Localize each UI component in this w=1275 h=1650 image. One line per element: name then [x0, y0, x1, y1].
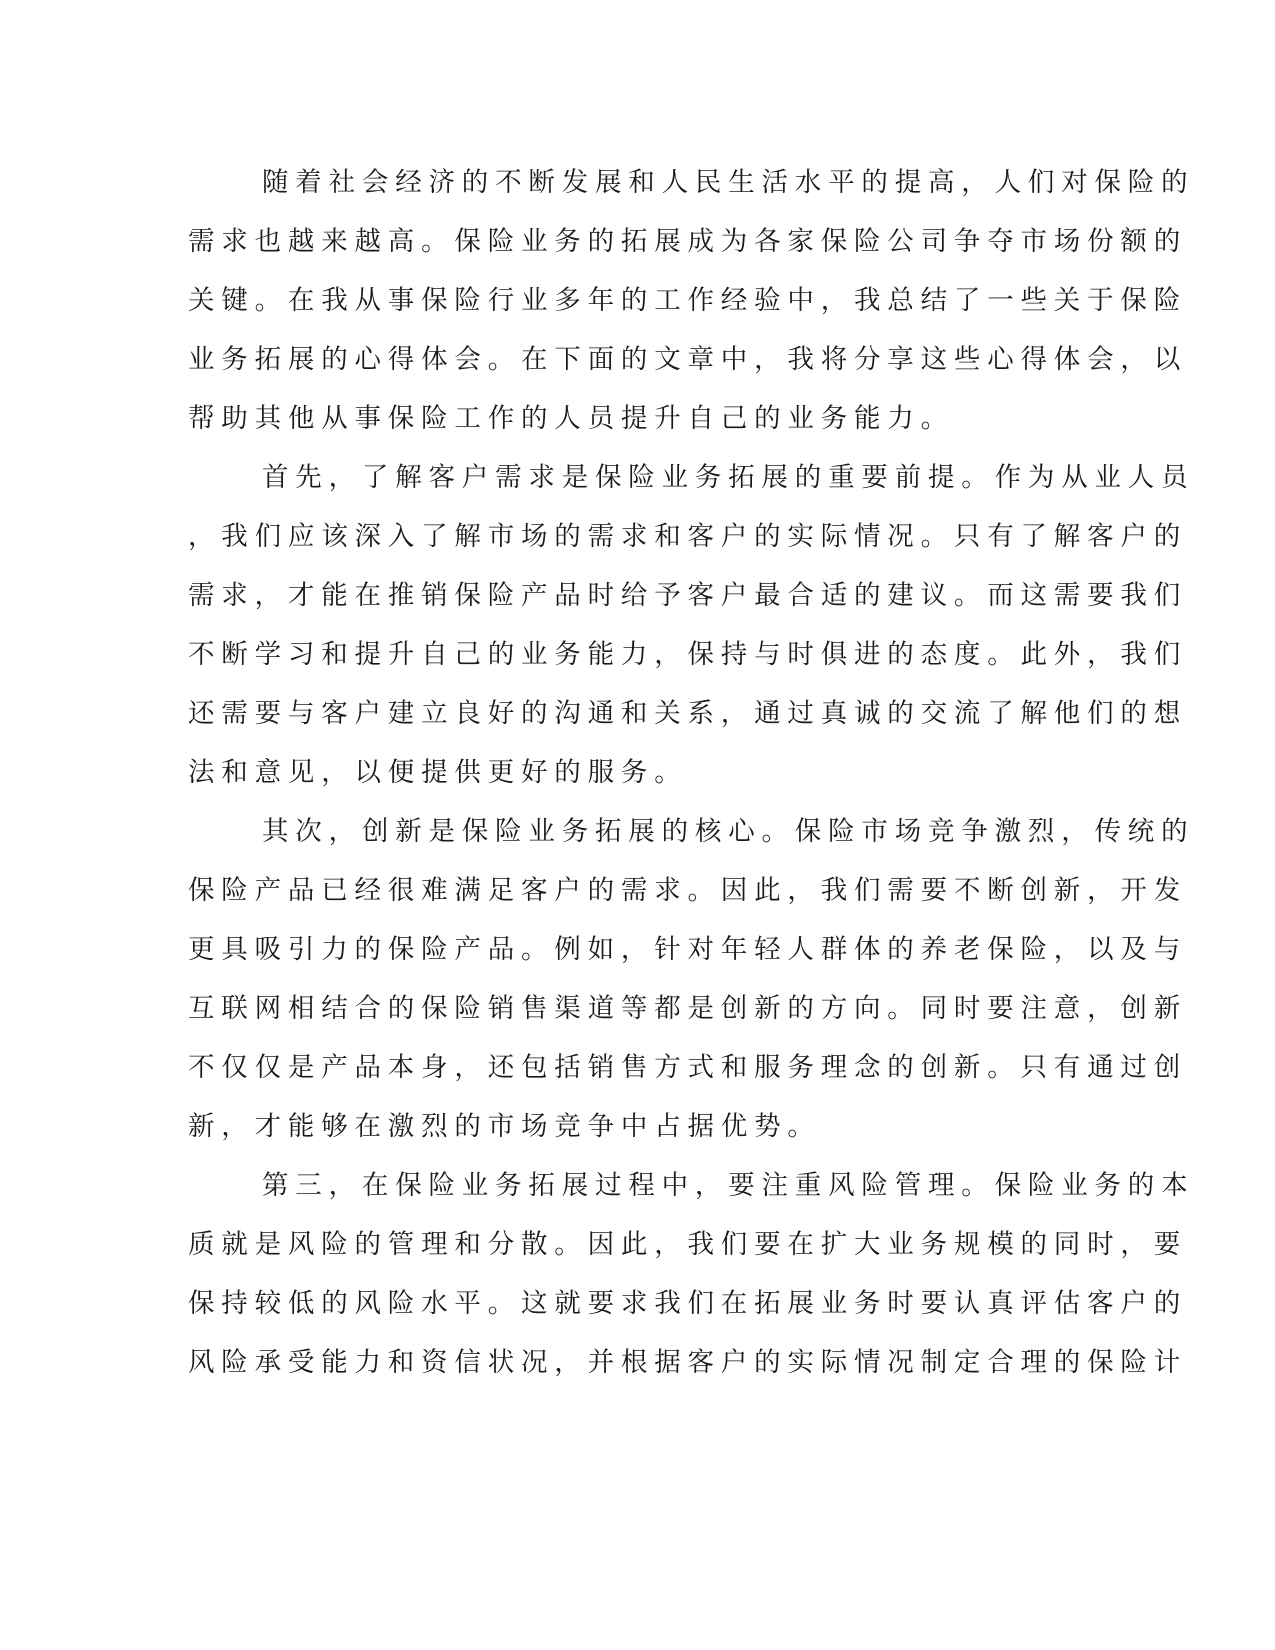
paragraph-1-line-4: 业务拓展的心得体会。在下面的文章中，我将分享这些心得体会，以	[188, 344, 1187, 375]
paragraph-4-line-2: 质就是风险的管理和分散。因此，我们要在扩大业务规模的同时，要	[188, 1229, 1187, 1260]
paragraph-2-line-1: 首先，了解客户需求是保险业务拓展的重要前提。作为从业人员	[262, 462, 1195, 493]
paragraph-4-line-1: 第三，在保险业务拓展过程中，要注重风险管理。保险业务的本	[262, 1170, 1195, 1201]
paragraph-2-line-2: ，我们应该深入了解市场的需求和客户的实际情况。只有了解客户的	[188, 521, 1187, 552]
paragraph-4-line-4: 风险承受能力和资信状况，并根据客户的实际情况制定合理的保险计	[188, 1347, 1187, 1378]
paragraph-2-line-4: 不断学习和提升自己的业务能力，保持与时俱进的态度。此外，我们	[188, 639, 1187, 670]
paragraph-3-line-5: 不仅仅是产品本身，还包括销售方式和服务理念的创新。只有通过创	[188, 1052, 1187, 1083]
paragraph-2-line-3: 需求，才能在推销保险产品时给予客户最合适的建议。而这需要我们	[188, 580, 1187, 611]
paragraph-1-line-3: 关键。在我从事保险行业多年的工作经验中，我总结了一些关于保险	[188, 285, 1187, 316]
paragraph-1-line-5: 帮助其他从事保险工作的人员提升自己的业务能力。	[188, 403, 954, 434]
paragraph-1-line-1: 随着社会经济的不断发展和人民生活水平的提高，人们对保险的	[262, 167, 1195, 198]
paragraph-2-line-6: 法和意见，以便提供更好的服务。	[188, 757, 688, 788]
paragraph-4-line-3: 保持较低的风险水平。这就要求我们在拓展业务时要认真评估客户的	[188, 1288, 1187, 1319]
paragraph-1-line-2: 需求也越来越高。保险业务的拓展成为各家保险公司争夺市场份额的	[188, 226, 1187, 257]
paragraph-2-line-5: 还需要与客户建立良好的沟通和关系，通过真诚的交流了解他们的想	[188, 698, 1187, 729]
paragraph-3-line-3: 更具吸引力的保险产品。例如，针对年轻人群体的养老保险，以及与	[188, 934, 1187, 965]
paragraph-3-line-4: 互联网相结合的保险销售渠道等都是创新的方向。同时要注意，创新	[188, 993, 1187, 1024]
paragraph-3-line-1: 其次，创新是保险业务拓展的核心。保险市场竞争激烈，传统的	[262, 816, 1195, 847]
paragraph-3-line-6: 新，才能够在激烈的市场竞争中占据优势。	[188, 1111, 821, 1142]
paragraph-3-line-2: 保险产品已经很难满足客户的需求。因此，我们需要不断创新，开发	[188, 875, 1187, 906]
